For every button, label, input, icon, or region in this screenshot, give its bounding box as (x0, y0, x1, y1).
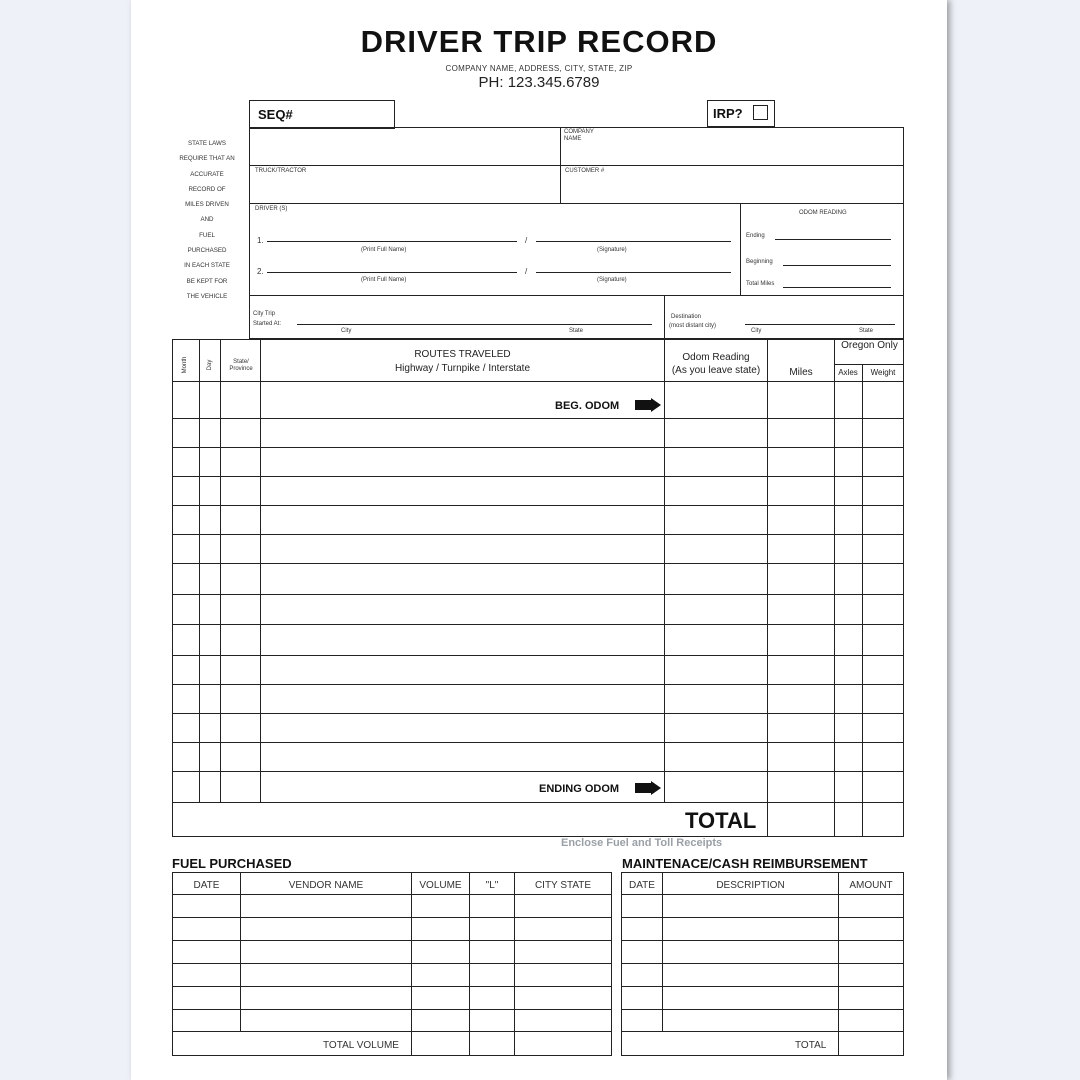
fuel-row[interactable] (172, 963, 612, 964)
table-row[interactable] (172, 447, 904, 448)
form-page: DRIVER TRIP RECORD COMPANY NAME, ADDRESS, CITY, STATE, ZIP PH: 123.345.6789 SEQ# IRP? STATE LAWS REQUIRE THAT AN ACCURATE RECORD OF MILES DRIVEN AND FUEL PURCHASED IN EACH STATE BE KEPT FOR THE VEHICLE COMPANY NAME TRUCK/TRACTOR CUSTOMER # DRIVER (S) 1. / (Print Full Name) (Signature) 2. / (Print Full Name) (Signature) ODOM READING Ending Beginning Total Miles City Trip Started At: City State Destination (most distant city) City State Month Day State/ Province ROUTES TRAVELED Highway / Turnpike / Interstate Odom Reading (As you leave state) Miles Oregon Only Axles Weight BEG. ODOM ENDING ODOM TOTAL Enclose Fuel and Toll Receipts FUEL PURCHASED DATE VENDOR NAME VOLUME "L" CITY STATE TOTAL VOLUME MAINTENACE/CASH REIMBURSEMENT DATE DESCRIPTION AMOUNT TOTAL (131, 0, 947, 1080)
company-phone: PH: 123.345.6789 (478, 74, 600, 91)
company-name-field[interactable] (561, 128, 903, 164)
oregon-only-header: Oregon Only (841, 340, 898, 351)
fuel-table (172, 872, 612, 1056)
fuel-vendor-header: VENDOR NAME (288, 880, 364, 891)
odom-reading-header: Odom Reading (682, 352, 750, 363)
fuel-city-state-header: CITY STATE (534, 880, 592, 891)
driver-2-signature-field[interactable] (536, 272, 731, 273)
customer-label: CUSTOMER # (565, 168, 605, 174)
state-province-header: State/ Province (229, 359, 253, 372)
table-row[interactable] (172, 624, 904, 625)
fuel-row[interactable] (172, 917, 612, 918)
table-row[interactable] (172, 594, 904, 595)
fuel-row[interactable] (172, 1009, 612, 1010)
signature-caption-2: (Signature) (597, 277, 627, 283)
driver-1-name-field[interactable] (267, 241, 517, 242)
fuel-row[interactable] (172, 986, 612, 987)
ending-label: Ending (746, 233, 765, 239)
routes-subheader: Highway / Turnpike / Interstate (394, 363, 531, 374)
started-city-caption: City (341, 328, 352, 334)
company-address: COMPANY NAME, ADDRESS, CITY, STATE, ZIP (445, 64, 633, 73)
maintenance-row[interactable] (621, 940, 904, 941)
table-row[interactable] (172, 713, 904, 714)
started-at-field[interactable] (297, 324, 652, 325)
maint-total-label: TOTAL (795, 1040, 827, 1051)
print-name-caption-1: (Print Full Name) (361, 247, 407, 253)
axles-header: Axles (838, 368, 858, 377)
maint-date-header: DATE (629, 880, 655, 891)
routes-traveled-header: ROUTES TRAVELED (414, 349, 511, 360)
fuel-row[interactable] (172, 894, 612, 895)
total-miles-field[interactable] (783, 287, 891, 288)
maintenance-row[interactable] (621, 894, 904, 895)
truck-tractor-label: TRUCK/TRACTOR (255, 168, 307, 174)
total-miles-label: Total Miles (746, 281, 775, 287)
ending-odom-label: ENDING ODOM (539, 783, 620, 795)
dest-city-caption: City (751, 328, 762, 334)
irp-box (707, 100, 775, 127)
maint-amount-header: AMOUNT (849, 880, 893, 891)
beg-odom-arrow-icon (635, 398, 661, 412)
maintenance-row[interactable] (621, 963, 904, 964)
ending-odom-arrow-icon (635, 781, 661, 795)
odom-reading-subheader: (As you leave state) (671, 365, 761, 376)
fuel-volume-header: VOLUME (419, 880, 462, 891)
state-law-notice: STATE LAWS REQUIRE THAT AN ACCURATE RECORD OF MILES DRIVEN AND FUEL PURCHASED IN EACH STATE BE KEPT FOR THE VEHICLE (179, 140, 235, 300)
fuel-row[interactable] (172, 1031, 612, 1032)
company-name-label: COMPANY NAME (564, 129, 594, 142)
weight-header: Weight (870, 368, 896, 377)
maintenance-row[interactable] (621, 986, 904, 987)
signature-caption-1: (Signature) (597, 247, 627, 253)
total-volume-label: TOTAL VOLUME (323, 1040, 399, 1051)
beginning-label: Beginning (746, 259, 773, 265)
table-row[interactable] (172, 534, 904, 535)
day-header: Day (207, 359, 213, 371)
destination-label: Destination (671, 314, 702, 320)
ending-odom-field[interactable] (775, 239, 891, 240)
driver-1-signature-field[interactable] (536, 241, 731, 242)
month-header: Month (182, 356, 188, 374)
total-label: TOTAL (685, 808, 757, 833)
miles-header: Miles (789, 367, 813, 378)
destination-field[interactable] (745, 324, 895, 325)
table-row[interactable] (172, 742, 904, 743)
started-at-label: Started At: (253, 321, 282, 327)
dest-state-caption: State (859, 328, 874, 334)
city-trip-label: City Trip (253, 311, 276, 317)
odom-reading-label: ODOM READING (799, 210, 847, 216)
total-miles-cell[interactable] (768, 803, 834, 836)
table-row[interactable] (172, 505, 904, 506)
form-title: DRIVER TRIP RECORD (360, 24, 718, 59)
table-row[interactable] (172, 418, 904, 419)
fuel-purchased-title: FUEL PURCHASED (172, 856, 292, 871)
fuel-unit-header: "L" (485, 880, 499, 891)
routes-table (172, 339, 904, 837)
driver-1-number: 1. (257, 236, 264, 245)
blank-field[interactable] (250, 128, 560, 164)
seq-label: SEQ# (258, 107, 293, 122)
fuel-row[interactable] (172, 940, 612, 941)
most-distant-label: (most distant city) (669, 323, 717, 329)
started-state-caption: State (569, 328, 584, 334)
maintenance-row[interactable] (621, 1009, 904, 1010)
fuel-date-header: DATE (193, 880, 220, 891)
seq-box[interactable] (249, 100, 395, 129)
driver-2-name-field[interactable] (267, 272, 517, 273)
drivers-label: DRIVER (S) (255, 206, 288, 212)
maintenance-title: MAINTENACE/CASH REIMBURSEMENT (622, 856, 868, 871)
maintenance-table (621, 872, 904, 1056)
table-row[interactable] (172, 563, 904, 564)
maint-description-header: DESCRIPTION (716, 880, 785, 891)
table-row[interactable] (172, 684, 904, 685)
print-name-caption-2: (Print Full Name) (361, 277, 407, 283)
irp-label: IRP? (713, 106, 743, 121)
table-row[interactable] (172, 771, 904, 772)
maintenance-row[interactable] (621, 1031, 904, 1032)
truck-tractor-field[interactable] (250, 166, 560, 202)
driver-2-number: 2. (257, 267, 264, 276)
irp-checkbox[interactable] (753, 105, 768, 120)
maintenance-row[interactable] (621, 917, 904, 918)
beginning-odom-field[interactable] (783, 265, 891, 266)
customer-field[interactable] (561, 166, 903, 202)
enclose-receipts-note: Enclose Fuel and Toll Receipts (561, 837, 723, 849)
table-row[interactable] (172, 655, 904, 656)
table-row[interactable] (172, 476, 904, 477)
beg-odom-label: BEG. ODOM (555, 400, 620, 412)
